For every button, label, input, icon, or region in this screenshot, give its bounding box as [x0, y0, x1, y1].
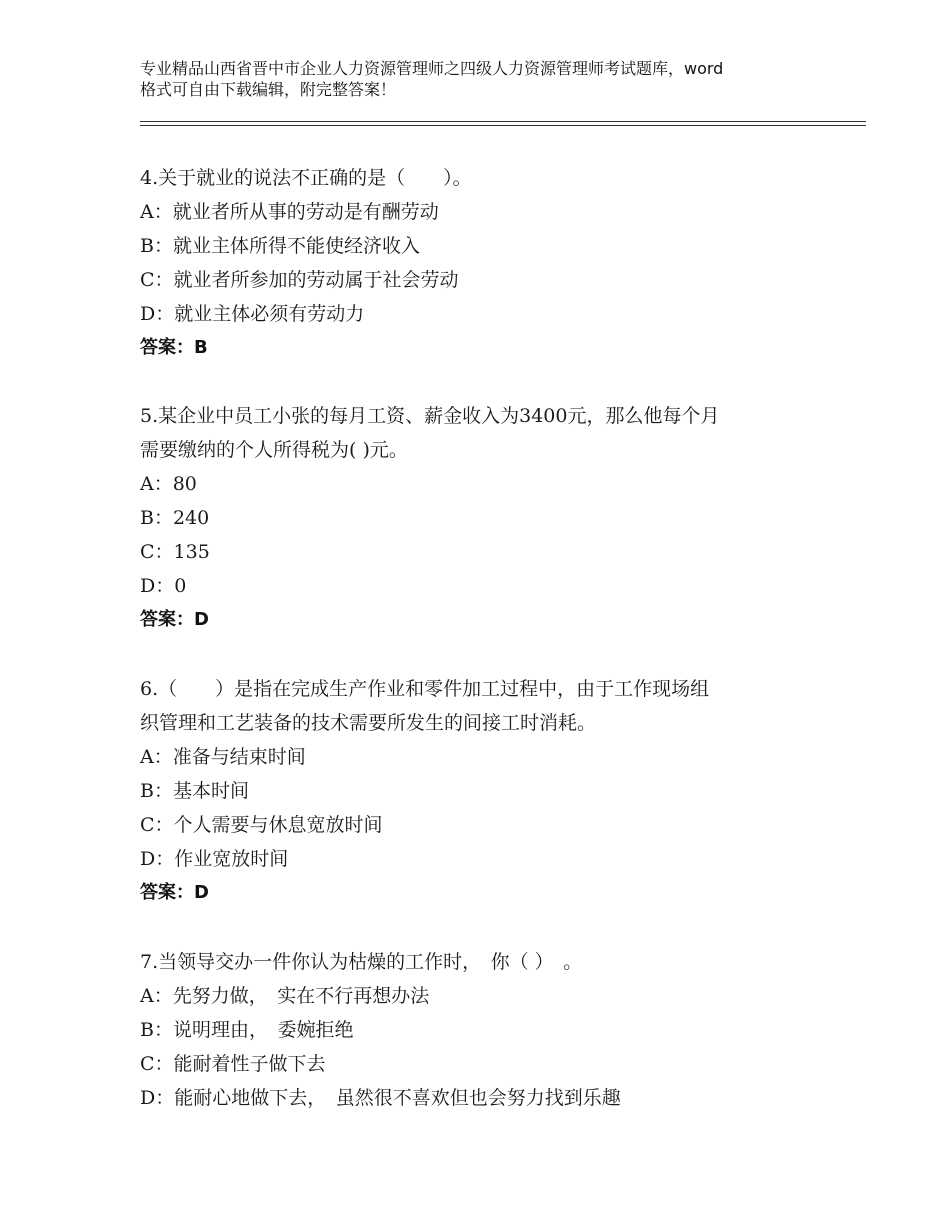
question-stem: 6.（ ）是指在完成生产作业和零件加工过程中，由于工作现场组 [140, 678, 710, 700]
answer-label: 答案：D [140, 882, 209, 903]
question-stem: 7.当领导交办一件你认为枯燥的工作时， 你（ ） 。 [140, 951, 583, 973]
question-6 [140, 672, 840, 910]
header-rule-top [140, 121, 866, 122]
option-c: C：个人需要与休息宽放时间 [140, 814, 383, 836]
option-b: B：240 [140, 507, 210, 529]
header-title-line1: 专业精品山西省晋中市企业人力资源管理师之四级人力资源管理师考试题库，word [140, 59, 724, 78]
option-d: D：作业宽放时间 [140, 848, 289, 870]
question-7 [140, 945, 840, 1115]
option-b: B：就业主体所得不能使经济收入 [140, 235, 420, 257]
header-rule-bottom [140, 125, 866, 126]
question-5 [140, 399, 840, 637]
document-header [140, 58, 840, 100]
option-d: D：0 [140, 575, 187, 597]
option-a: A：就业者所从事的劳动是有酬劳动 [140, 201, 439, 223]
option-c: C：135 [140, 541, 210, 563]
option-a: A：80 [140, 473, 197, 495]
option-c: C：就业者所参加的劳动属于社会劳动 [140, 269, 459, 291]
option-a: A：先努力做， 实在不行再想办法 [140, 985, 430, 1007]
option-b: B：基本时间 [140, 780, 249, 802]
option-d: D：能耐心地做下去， 虽然很不喜欢但也会努力找到乐趣 [140, 1087, 621, 1109]
question-stem-line2: 织管理和工艺装备的技术需要所发生的间接工时消耗。 [140, 712, 597, 734]
option-c: C：能耐着性子做下去 [140, 1053, 326, 1075]
option-a: A：准备与结束时间 [140, 746, 306, 768]
question-stem-line2: 需要缴纳的个人所得税为( )元。 [140, 439, 408, 461]
answer-label: 答案：D [140, 609, 209, 630]
option-b: B：说明理由， 委婉拒绝 [140, 1019, 354, 1041]
question-stem: 4.关于就业的说法不正确的是（ ）。 [140, 167, 472, 189]
question-4 [140, 161, 840, 365]
answer-label: 答案：B [140, 337, 208, 358]
option-d: D：就业主体必须有劳动力 [140, 303, 365, 325]
header-title-line2: 格式可自由下载编辑，附完整答案！ [140, 80, 397, 99]
question-stem: 5.某企业中员工小张的每月工资、薪金收入为3400元，那么他每个月 [140, 405, 720, 427]
